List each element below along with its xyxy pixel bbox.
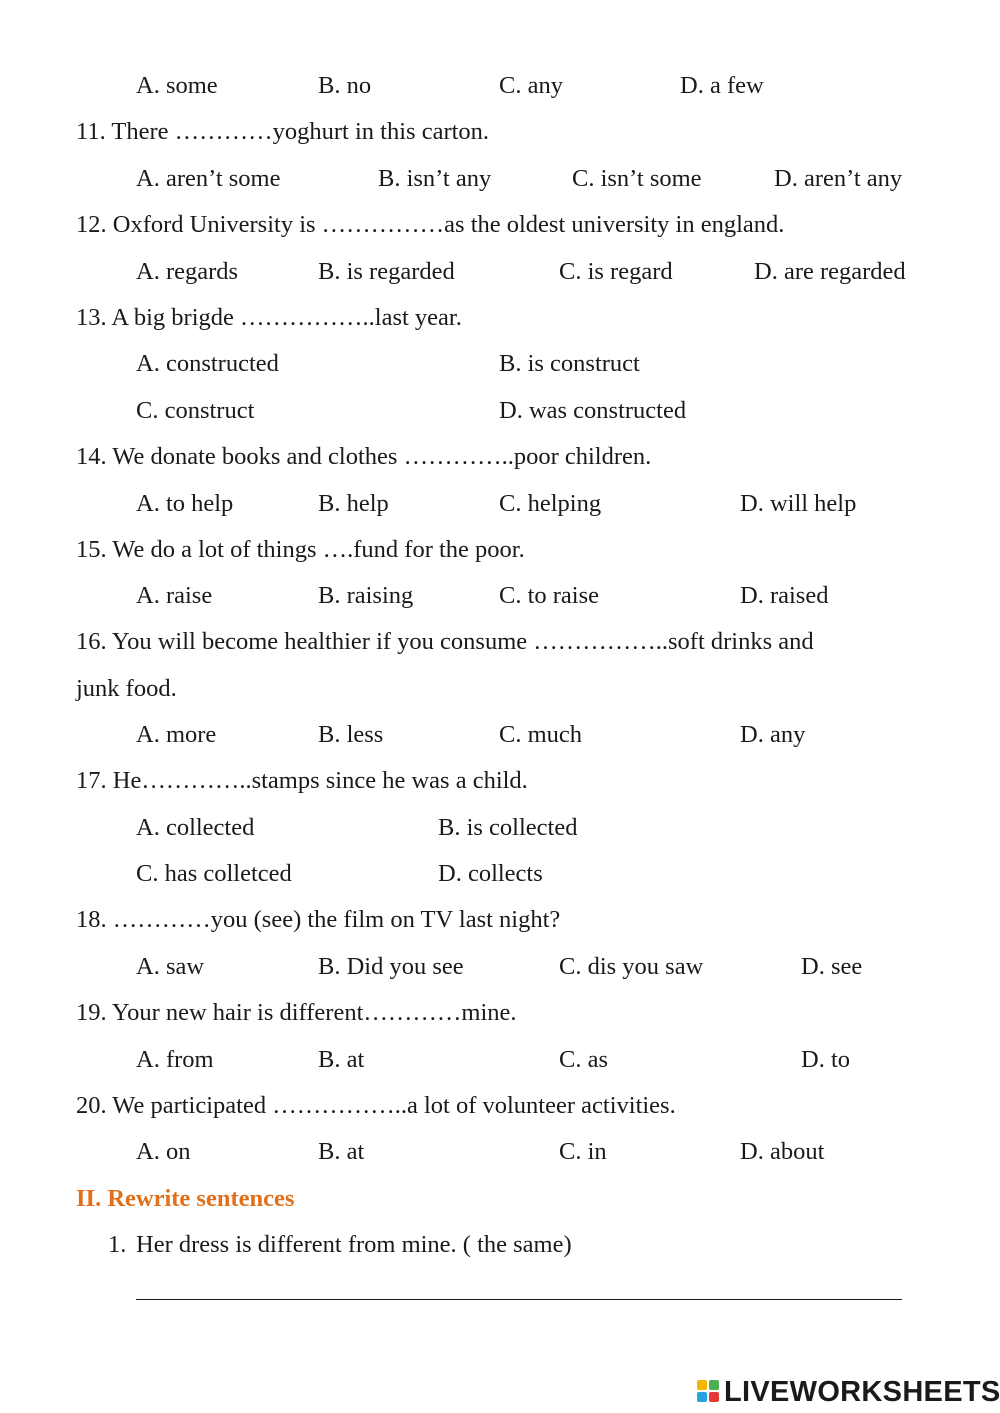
q16-option-d: D. any [740,721,806,748]
q17-option-a: A. collected [136,814,255,841]
q10-option-a: A. some [136,72,218,99]
q13-option-b: B. is construct [499,350,640,377]
q16-option-a: A. more [136,721,217,748]
q10-option-d: D. a few [680,72,764,99]
q18-option-b: B. Did you see [318,953,464,980]
q14-option-a: A. to help [136,490,234,517]
q12-option-a: A. regards [136,258,239,285]
q13-option-d: D. was constructed [499,397,687,424]
q15-option-b: B. raising [318,582,414,609]
q13-stem: 13. A big brigde ……………..last year. [76,304,462,331]
q14-stem: 14. We donate books and clothes …………..poor children. [76,443,652,470]
q17-stem: 17. He…………..stamps since he was a child. [76,767,528,794]
q15-option-d: D. raised [740,582,829,609]
q11-option-a: A. aren’t some [136,165,281,192]
q11-stem: 11. There …………yoghurt in this carton. [76,118,490,145]
liveworksheets-logo-text: LIVEWORKSHEETS [724,1376,1000,1408]
q15-stem: 15. We do a lot of things ….fund for the poor. [76,536,525,563]
q16-stem-line1: 16. You will become healthier if you consume ……………..soft drinks and [76,628,814,655]
q20-option-c: C. in [559,1138,607,1165]
q17-option-b: B. is collected [438,814,578,841]
q15-option-a: A. raise [136,582,213,609]
q12-stem: 12. Oxford University is ……………as the oldest university in england. [76,211,785,238]
q11-option-b: B. isn’t any [378,165,492,192]
q16-stem-line2: junk food. [76,675,177,702]
q18-option-a: A. saw [136,953,205,980]
q11-option-c: C. isn’t some [572,165,702,192]
q10-option-b: B. no [318,72,372,99]
q19-stem: 19. Your new hair is different…………mine. [76,999,517,1026]
rewrite-item-1-text: Her dress is different from mine. ( the same) [136,1231,572,1258]
q20-option-d: D. about [740,1138,825,1165]
q15-option-c: C. to raise [499,582,600,609]
liveworksheets-logo-icon [697,1380,721,1406]
q11-option-d: D. aren’t any [774,165,903,192]
q20-stem: 20. We participated ……………..a lot of volunteer activities. [76,1092,676,1119]
q19-option-b: B. at [318,1046,365,1073]
q14-option-c: C. helping [499,490,602,517]
rewrite-answer-line[interactable] [136,1299,902,1300]
liveworksheets-logo [697,1376,1000,1409]
q14-option-d: D. will help [740,490,857,517]
q18-option-c: C. dis you saw [559,953,704,980]
q20-option-b: B. at [318,1138,365,1165]
q14-option-b: B. help [318,490,389,517]
q16-option-b: B. less [318,721,384,748]
q10-option-c: C. any [499,72,563,99]
q19-option-d: D. to [801,1046,850,1073]
q12-option-d: D. are regarded [754,258,906,285]
q12-option-c: C. is regard [559,258,673,285]
q18-stem: 18. …………you (see) the film on TV last night? [76,906,561,933]
q17-option-c: C. has colletced [136,860,292,887]
section-2-title: II. Rewrite sentences [76,1185,295,1212]
rewrite-item-1-number: 1. [108,1231,127,1258]
q19-option-c: C. as [559,1046,608,1073]
q18-option-d: D. see [801,953,863,980]
q17-option-d: D. collects [438,860,543,887]
q12-option-b: B. is regarded [318,258,455,285]
q13-option-a: A. constructed [136,350,279,377]
q19-option-a: A. from [136,1046,214,1073]
q20-option-a: A. on [136,1138,191,1165]
q13-option-c: C. construct [136,397,255,424]
q16-option-c: C. much [499,721,583,748]
